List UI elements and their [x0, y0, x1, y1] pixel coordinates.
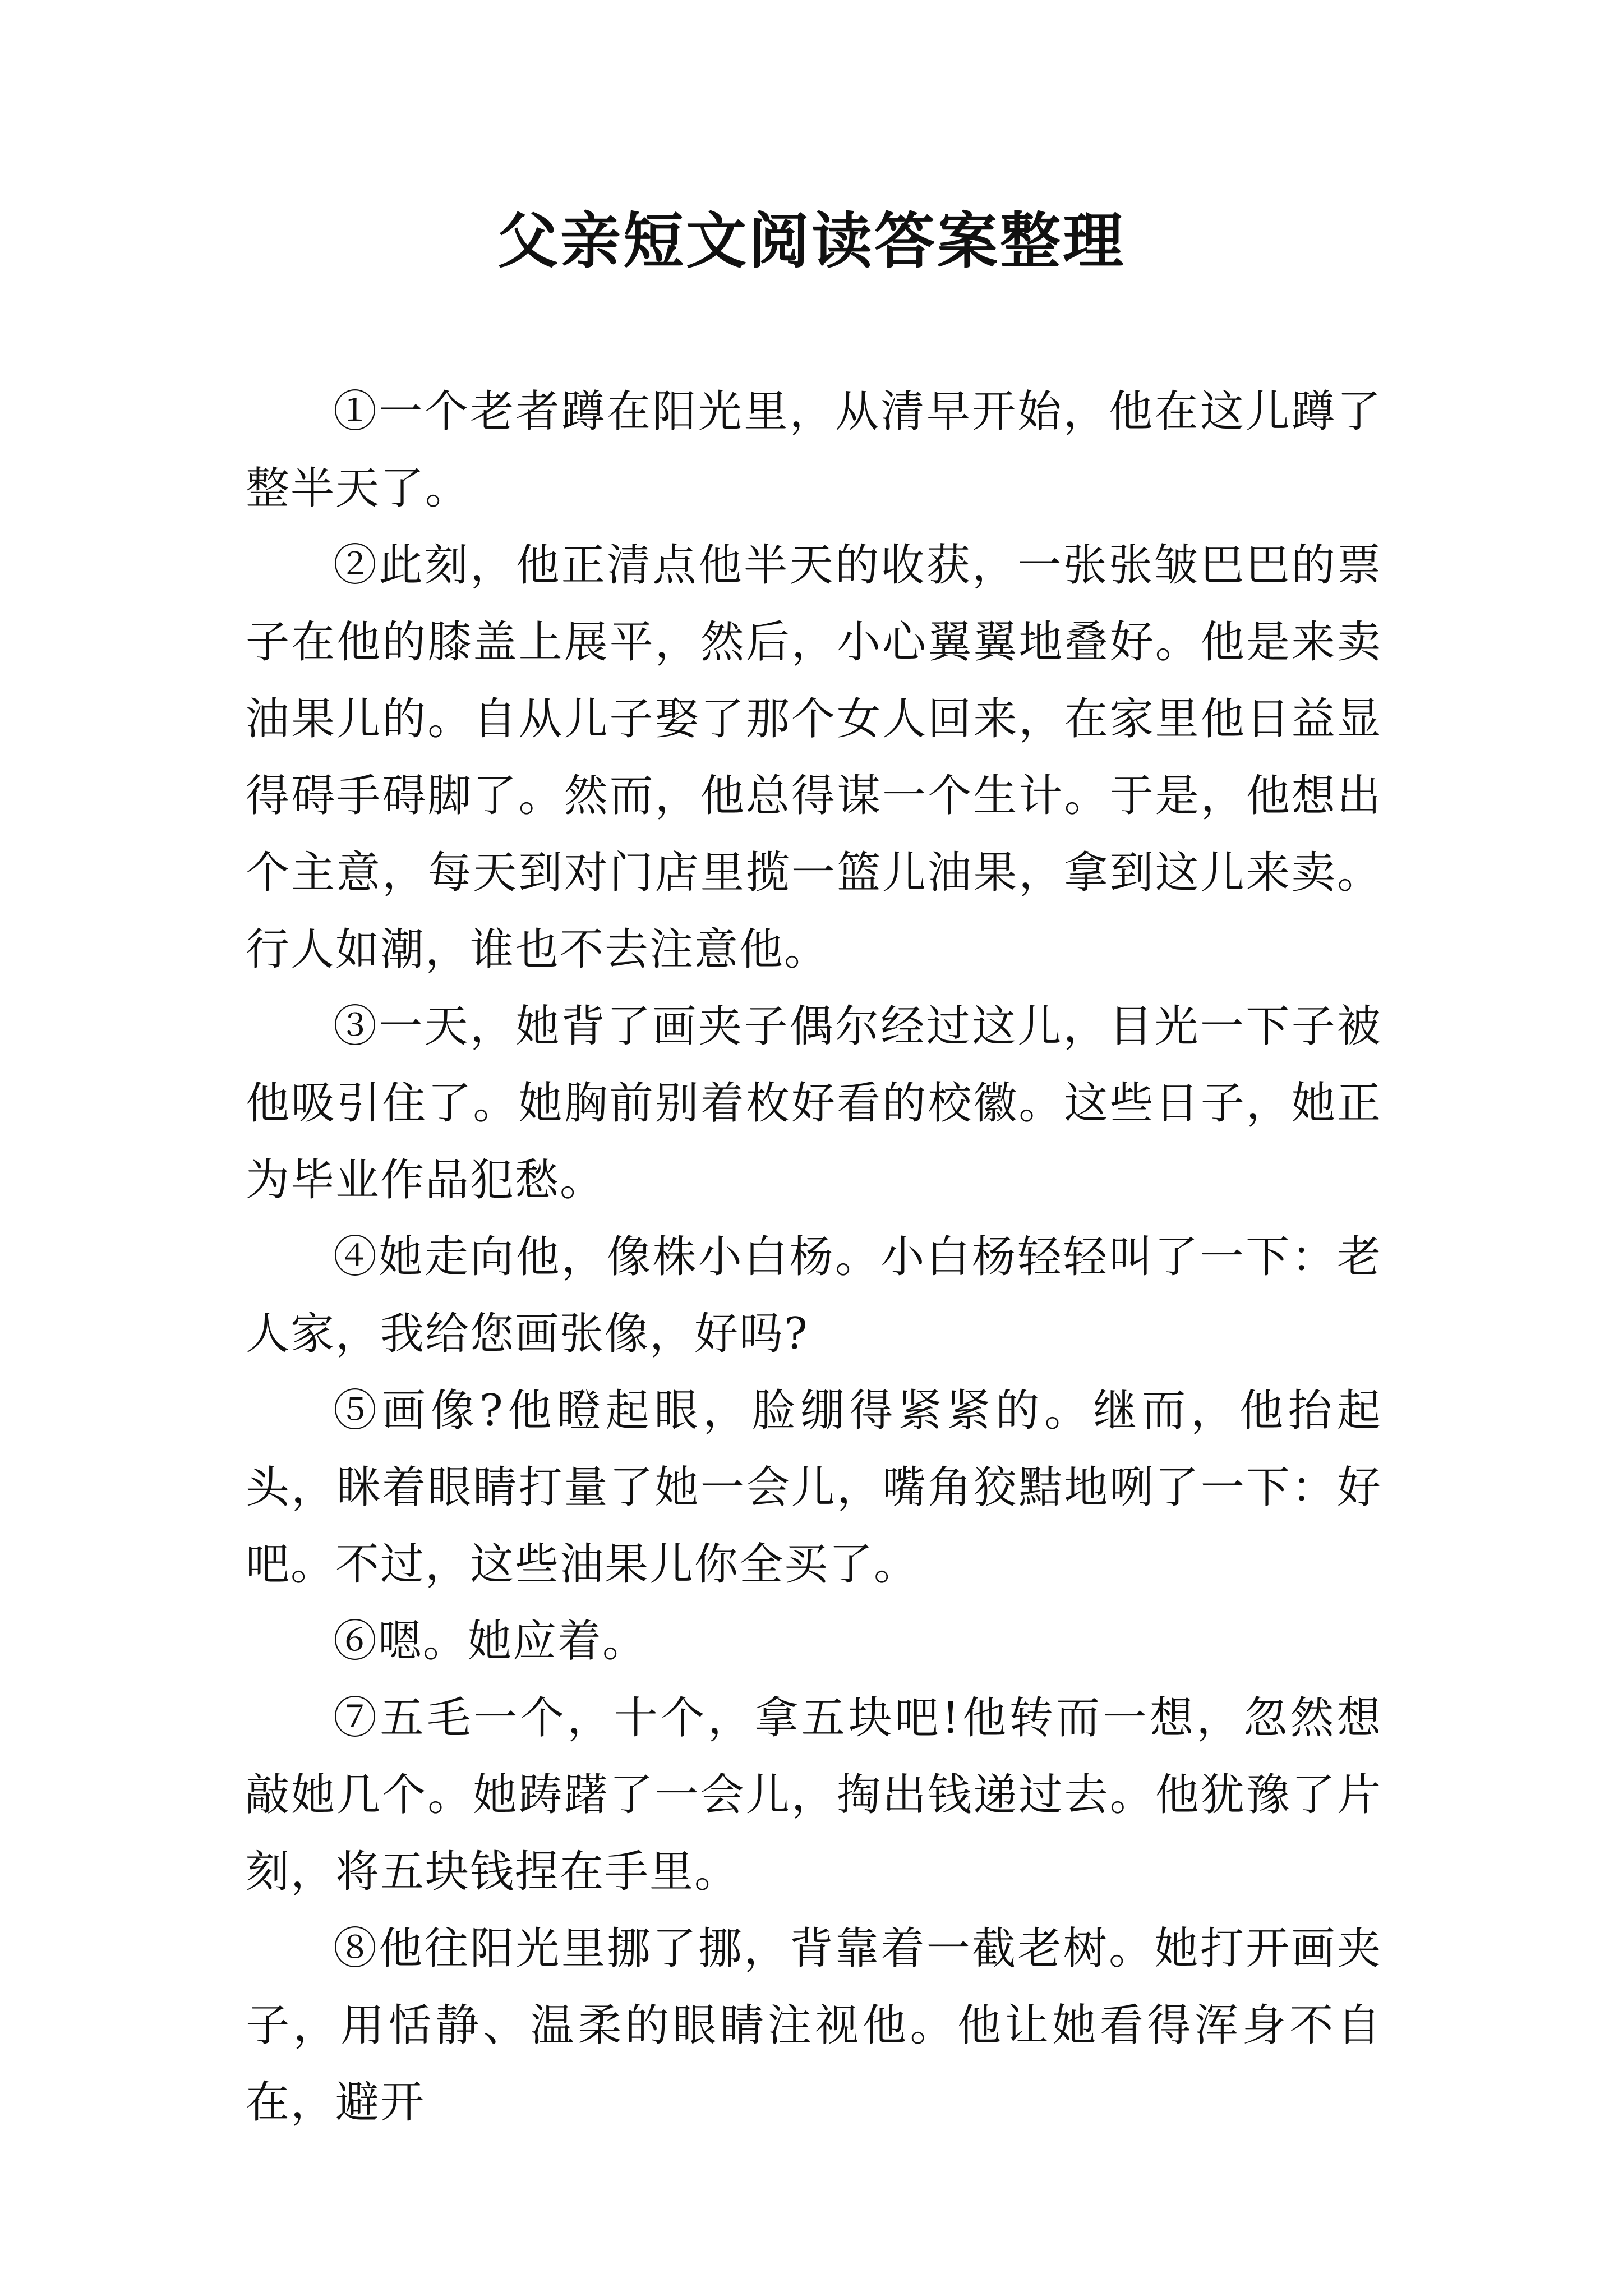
document-body	[246, 374, 1382, 2141]
paragraph-4: ④她走向他，像株小白杨。小白杨轻轻叫了一下：老人家，我给您画张像，好吗?	[246, 1232, 1382, 1359]
paragraph-8: ⑧他往阳光里挪了挪，背靠着一截老树。她打开画夹子，用恬静、温柔的眼睛注视他。他让她看得浑身不自在，避开	[246, 1924, 1382, 2128]
paragraph-7: ⑦五毛一个，十个，拿五块吧!他转而一想，忽然想敲她几个。她踌躇了一会儿，掏出钱递过去。他犹豫了片刻，将五块钱捏在手里。	[246, 1693, 1382, 1897]
paragraph-6: ⑥嗯。她应着。	[333, 1616, 648, 1667]
paragraph-2: ②此刻，他正清点他半天的收获，一张张皱巴巴的票子在他的膝盖上展平，然后，小心翼翼地叠好。他是来卖油果儿的。自从儿子娶了那个女人回来，在家里他日益显得碍手碍脚了。然而，他总得谋一个生计。于是，他想出个主意，每天到对门店里揽一篮儿油果，拿到这儿来卖。行人如潮，谁也不去注意他。	[246, 540, 1382, 975]
paragraph-3: ③一天，她背了画夹子偶尔经过这儿，目光一下子被他吸引住了。她胸前别着枚好看的校徽。这些日子，她正为毕业作品犯愁。	[246, 1001, 1382, 1205]
paragraph-1: ①一个老者蹲在阳光里，从清早开始，他在这儿蹲了整半天了。	[246, 386, 1382, 514]
document-title: 父亲短文阅读答案整理	[497, 206, 1126, 277]
paragraph-5: ⑤画像?他瞪起眼，脸绷得紧紧的。继而，他抬起头，眯着眼睛打量了她一会儿，嘴角狡黠地咧了一下：好吧。不过，这些油果儿你全买了。	[246, 1386, 1382, 1590]
